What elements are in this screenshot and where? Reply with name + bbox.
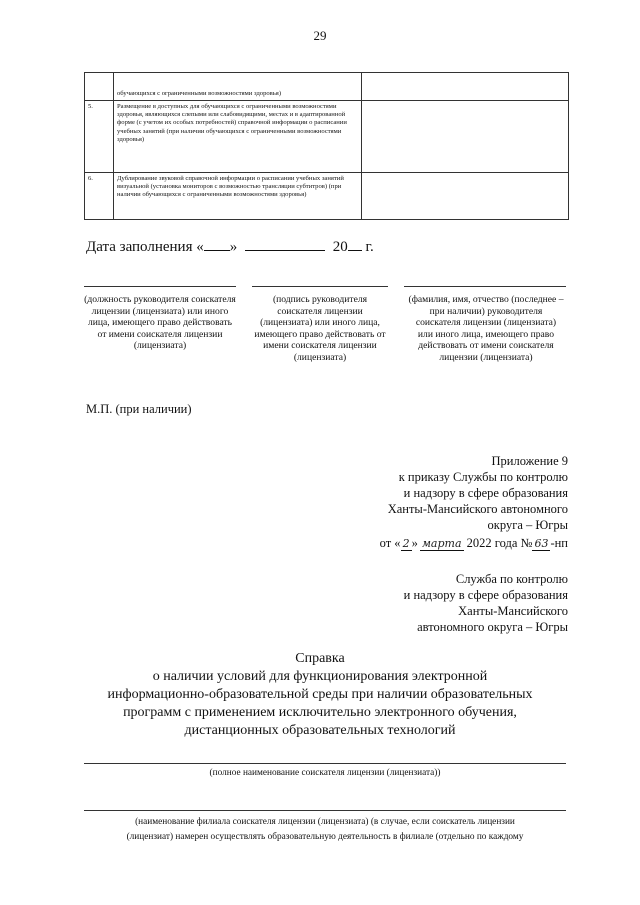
appendix-line: Приложение 9 <box>491 454 568 468</box>
row-number: 5. <box>85 101 114 173</box>
signature-line-fullname[interactable] <box>404 286 566 287</box>
title-line: дистанционных образовательных технологий <box>184 723 456 738</box>
addressee-line: Ханты-Мансийского <box>458 604 568 618</box>
order-year: 2022 года № <box>466 536 533 550</box>
full-name-caption: (полное наименование соискателя лицензии (лицензиата)) <box>209 768 441 778</box>
year-suffix: г. <box>365 239 374 255</box>
appendix-line: Ханты-Мансийского автономного <box>387 502 568 516</box>
row-description: обучающихся с ограниченными возможностями здоровья) <box>114 73 362 101</box>
month-blank[interactable] <box>245 239 325 251</box>
table-row <box>85 73 569 101</box>
order-number-suffix: -нп <box>550 536 568 550</box>
order-date-line <box>380 535 568 552</box>
title-line: программ с применением исключительно электронного обучения, <box>123 705 517 720</box>
year-blank[interactable] <box>348 239 362 251</box>
document-title <box>0 650 640 740</box>
signature-line-position[interactable] <box>84 286 236 287</box>
signature-line-signature[interactable] <box>252 286 388 287</box>
row-value <box>362 173 569 220</box>
signature-caption-fullname: (фамилия, имя, отчество (последнее – при наличии) руководителя соискателя лицензии (лицензиата) или иного лица, имеющего право действовать от имени соискателя лицензии (лицензиата) <box>408 294 564 363</box>
row-description: Дублирование звуковой справочной информации о расписании учебных занятий визуальной (установка мониторов с возможностью трансляции субтитров) (при наличии обучающихся с ограниченными возможностями здоровья) <box>114 173 362 220</box>
page-number: 29 <box>313 28 327 43</box>
appendix-line: и надзору в сфере образования <box>403 486 568 500</box>
signature-caption-signature: (подпись руководителя соискателя лицензии (лицензиата) или иного лица, имеющего право действовать от имени соискателя лицензии (лицензиата) <box>254 294 386 363</box>
table-row <box>85 101 569 173</box>
title-heading: Справка <box>295 651 345 666</box>
appendix-block <box>380 453 568 552</box>
fill-date-label: Дата заполнения « <box>86 239 204 255</box>
signature-caption-position: (должность руководителя соискателя лицензии (лицензиата) или иного лица, имеющего право действовать от имени соискателя лицензии (лицензиата) <box>84 294 236 351</box>
addressee-block <box>404 571 568 635</box>
stamp-note: М.П. (при наличии) <box>86 402 192 416</box>
row-value <box>362 73 569 101</box>
requirements-table <box>84 72 569 220</box>
date-close-quote: » <box>229 239 238 255</box>
row-value <box>362 101 569 173</box>
row-description: Размещение в доступных для обучающихся с ограниченными возможностями здоровья, являющихся слепыми или слабовидящими, местах и в адаптированной форме (с учетом их особых потребностей) справочной информации о расписании учебных занятий (при наличии обучающихся с ограниченными возможностями здоровья) <box>114 101 362 173</box>
fill-date-line <box>86 239 374 256</box>
appendix-line: к приказу Службы по контролю <box>398 470 568 484</box>
order-day-handwritten: 2 <box>402 537 410 550</box>
row-number: 6. <box>85 173 114 220</box>
table-row <box>85 173 569 220</box>
day-blank[interactable] <box>204 239 230 251</box>
title-line: о наличии условий для функционирования электронной <box>152 669 488 684</box>
addressee-line: и надзору в сфере образования <box>403 588 568 602</box>
addressee-line: автономного округа – Югры <box>417 620 568 634</box>
order-date-prefix: от « <box>379 536 401 550</box>
order-quote-close: » <box>411 536 418 550</box>
year-prefix: 20 <box>332 239 348 255</box>
branch-caption-line: (лицензиат) намерен осуществлять образовательную деятельность в филиале (отдельно по каждому <box>126 832 524 842</box>
full-name-field-line[interactable] <box>84 763 566 764</box>
title-line: информационно-образовательной среды при наличии образовательных <box>107 687 533 702</box>
branch-caption-line: (наименование филиала соискателя лицензии (лицензиата) (в случае, если соискатель лицензии <box>135 817 515 827</box>
order-month-handwritten: марта <box>421 537 462 550</box>
row-number <box>85 73 114 101</box>
appendix-line: округа – Югры <box>487 518 568 532</box>
order-number-handwritten: 63 <box>534 537 549 550</box>
branch-name-field-line[interactable] <box>84 810 566 811</box>
addressee-line: Служба по контролю <box>455 572 568 586</box>
